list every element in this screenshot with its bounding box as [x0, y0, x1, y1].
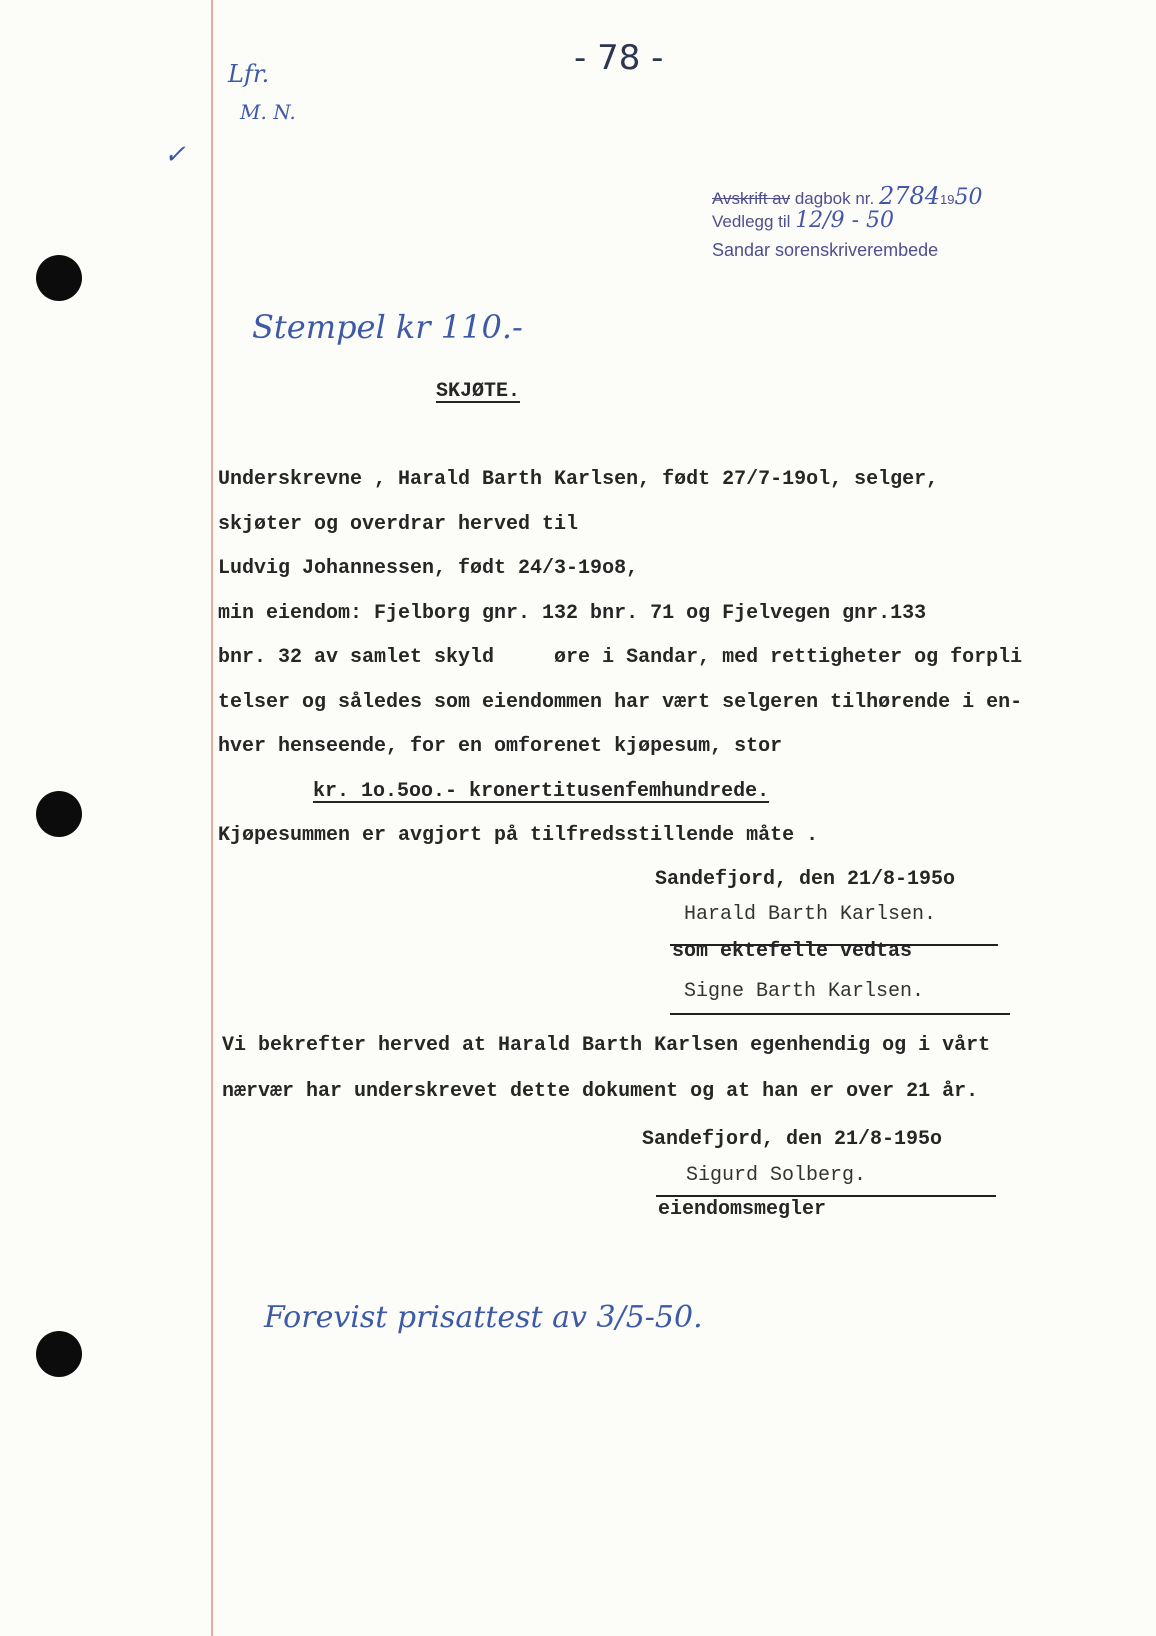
body-line-1: Underskrevne , Harald Barth Karlsen, født 27/7-19ol, selger, — [218, 468, 939, 491]
stamp-year: 50 — [954, 185, 983, 210]
stamp-vedlegg-date: 12/9 - 50 — [795, 208, 895, 233]
stamp-year-prefix: 19 — [940, 192, 955, 207]
signature-2-rule — [656, 1195, 996, 1197]
body-line-6: telser og således som eiendommen har vært selgeren tilhørende i en- — [218, 691, 1023, 714]
stamp-avskrift-label: Avskrift av — [712, 189, 791, 208]
body-line-4: min eiendom: Fjelborg gnr. 132 bnr. 71 og Fjelvegen gnr.133 — [218, 602, 927, 625]
margin-note-line2: M. N. — [240, 100, 296, 124]
stamp-line-3: Sandar sorenskriverembede — [712, 240, 939, 260]
price-certificate-note: Forevist prisattest av 3/5-50. — [264, 1300, 703, 1335]
signature-2-name: Sigurd Solberg. — [686, 1164, 867, 1187]
signature-2-title: eiendomsmegler — [658, 1198, 827, 1221]
body-line-3: Ludvig Johannessen, født 24/3-19o8, — [218, 557, 639, 580]
margin-note-line1: Lfr. — [228, 60, 270, 88]
punch-hole-middle — [36, 791, 82, 837]
document-title: SKJØTE. — [436, 380, 521, 403]
body-line-7: hver henseende, for en omforenet kjøpesum, stor — [218, 735, 783, 758]
settlement-line: Kjøpesummen er avgjort på tilfredsstillende måte . — [218, 824, 819, 847]
margin-line — [211, 0, 213, 1636]
stamp-dagbok-label: dagbok nr. — [794, 189, 875, 208]
signature-1-seller: Harald Barth Karlsen. — [684, 903, 937, 926]
spouse-consent-line: som ektefelle vedtas — [672, 940, 913, 963]
witness-line-1: Vi bekrefter herved at Harald Barth Karlsen egenhendig og i vårt — [222, 1034, 991, 1057]
body-line-2: skjøter og overdrar herved til — [218, 513, 579, 536]
punch-hole-bottom — [36, 1331, 82, 1377]
price-line: kr. 1o.5oo.- kronertitusenfemhundrede. — [313, 780, 770, 803]
stamp-line-2 — [712, 208, 894, 233]
signature-2-place-date: Sandefjord, den 21/8-195o — [642, 1128, 943, 1151]
signature-1-spouse-rule — [670, 1013, 1010, 1015]
punch-hole-top — [36, 255, 82, 301]
stamp-duty-note: Stempel kr 110.- — [252, 308, 523, 346]
signature-1-spouse: Signe Barth Karlsen. — [684, 980, 925, 1003]
page-number: - 78 - — [574, 38, 664, 78]
signature-1-place-date: Sandefjord, den 21/8-195o — [655, 868, 956, 891]
stamp-line-1 — [712, 182, 983, 210]
margin-check-mark: ✓ — [164, 140, 186, 170]
stamp-vedlegg-label: Vedlegg til — [712, 212, 791, 231]
body-line-5: bnr. 32 av samlet skyld øre i Sandar, med rettigheter og forpli — [218, 646, 1023, 669]
stamp-dagbok-number: 2784 — [878, 182, 941, 210]
witness-line-2: nærvær har underskrevet dette dokument og at han er over 21 år. — [222, 1080, 979, 1103]
